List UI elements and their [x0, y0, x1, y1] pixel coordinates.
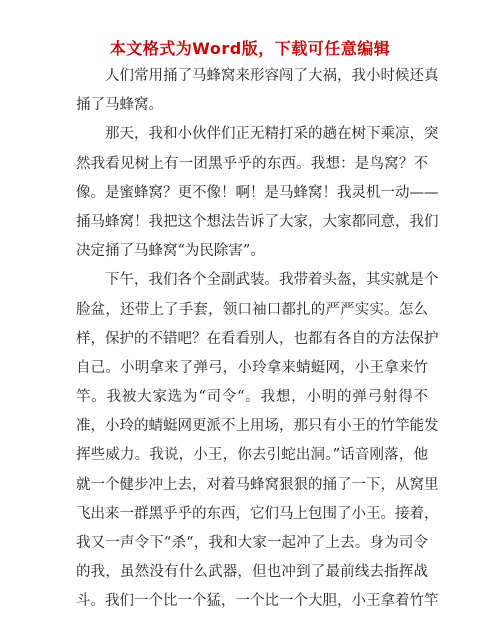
text-line: 像。是蜜蜂窝？更不像！啊！是马蜂窝！我灵机一动—— [76, 184, 439, 201]
text-line: 下午，我们各个全副武装。我带着头盔，其实就是个 [76, 272, 439, 289]
text-line: 竿。我被大家选为“司令“。我想，小明的弹弓射得不 [76, 389, 428, 406]
document-body [76, 62, 439, 617]
text-line: 捅马蜂窝！我把这个想法告诉了大家，大家都同意，我们 [76, 213, 439, 230]
text-line: 就一个健步冲上去，对着马蜂窝狠狠的捅了一下，从窝里 [76, 476, 439, 493]
text-line: 挥些威力。我说，小王，你去引蛇出洞。”话音刚落，他 [76, 447, 428, 464]
text-line: 脸盆，还带上了手套，领口袖口都扎的严严实实。怎么 [76, 301, 428, 318]
text-line: 捅了马蜂窝。 [76, 97, 163, 114]
text-line: 飞出来一群黑乎乎的东西，它们马上包围了小王。接着， [76, 505, 439, 522]
text-line: 自己。小明拿来了弹弓，小玲拿来蜻蜓网，小王拿来竹 [76, 359, 428, 376]
text-line: 决定捅了马蜂窝“为民除害”。 [76, 243, 265, 260]
text-line: 样，保护的不错吧？在看看别人，也都有各自的方法保护 [76, 330, 439, 347]
document-title: 本文格式为Word版，下载可任意编辑 [109, 39, 391, 58]
text-line: 那天，我和小伙伴们正无精打采的趟在树下乘凉，突 [76, 126, 439, 143]
text-line: 我又一声令下“杀“，我和大家一起冲了上去。身为司令 [76, 535, 428, 551]
text-line: 然我看见树上有一团黑乎乎的东西。我想：是鸟窝？不 [76, 155, 428, 172]
text-line: 斗。我们一个比一个猛，一个比一个大胆，小王拿着竹竿 [76, 593, 439, 610]
text-line: 的我，虽然没有什么武器，但也冲到了最前线去指挥战 [76, 564, 428, 581]
text-line: 准，小玲的蜻蜓网更派不上用场，那只有小王的竹竿能发 [76, 418, 439, 435]
text-line: 人们常用捅了马蜂窝来形容闯了大祸，我小时候还真 [76, 68, 439, 84]
